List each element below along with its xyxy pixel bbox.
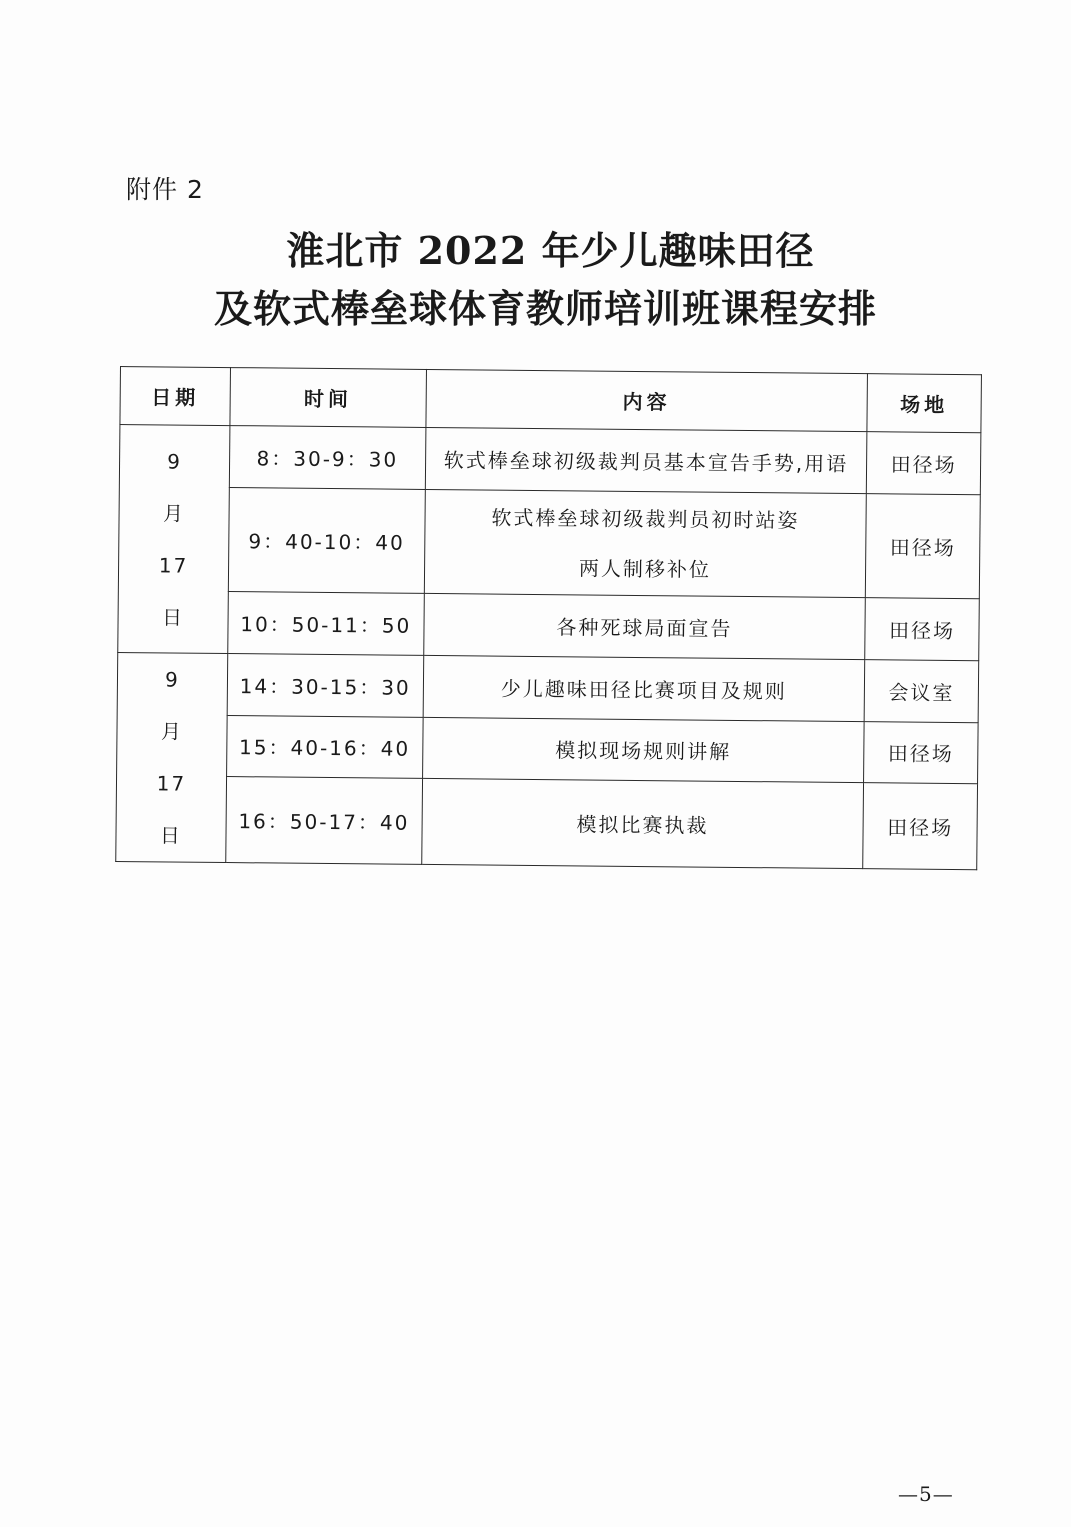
page-number: —5— <box>898 1482 954 1506</box>
date-part: 17 <box>158 552 189 578</box>
time-cell: 14：30-15：30 <box>227 654 423 718</box>
date-part: 日 <box>159 823 183 848</box>
schedule-table <box>115 366 982 870</box>
table-row <box>117 652 979 723</box>
venue-cell: 田径场 <box>865 598 979 661</box>
content-cell: 软式棒垒球初级裁判员基本宣告手势,用语 <box>425 427 867 493</box>
table-header-row <box>120 367 982 433</box>
attachment-label: 附件 2 <box>126 175 204 204</box>
content-cell: 模拟比赛执裁 <box>421 778 863 869</box>
time-cell: 15：40-16：40 <box>226 716 422 778</box>
time-cell: 8：30-9：30 <box>229 426 425 490</box>
venue-cell: 田径场 <box>866 432 980 495</box>
date-part: 日 <box>161 604 185 630</box>
date-part: 17 <box>156 771 187 796</box>
time-cell: 10：50-11：50 <box>228 592 424 656</box>
venue-cell: 田径场 <box>863 782 978 870</box>
venue-cell: 田径场 <box>865 494 980 599</box>
time-cell: 16：50-17：40 <box>226 776 423 864</box>
content-cell: 模拟现场规则讲解 <box>422 718 864 783</box>
table-row <box>118 486 980 598</box>
header-venue: 场地 <box>867 374 981 433</box>
date-part: 月 <box>162 500 186 526</box>
title-line-2: 及软式棒垒球体育教师培训班课程安排 <box>213 286 877 331</box>
header-content: 内容 <box>426 369 868 431</box>
content-cell: 各种死球局面宣告 <box>423 593 865 659</box>
table-row <box>116 775 978 870</box>
header-time: 时间 <box>230 368 426 428</box>
header-date: 日期 <box>120 367 230 426</box>
time-cell: 9：40-10：40 <box>228 488 425 594</box>
date-cell-afternoon <box>116 652 228 862</box>
content-line: 两人制移补位 <box>578 555 712 582</box>
content-line: 软式棒垒球初级裁判员初时站姿 <box>491 505 800 533</box>
date-part: 月 <box>160 719 184 744</box>
table-row <box>118 590 980 660</box>
table-row <box>117 715 979 784</box>
content-cell <box>424 489 866 597</box>
venue-cell: 田径场 <box>864 722 978 783</box>
content-cell: 少儿趣味田径比赛项目及规则 <box>423 655 865 722</box>
title-line-1: 淮北市 2022 年少儿趣味田径 <box>286 228 815 273</box>
date-part: 9 <box>167 448 183 474</box>
table-row <box>119 425 981 495</box>
date-cell-morning <box>118 425 230 654</box>
venue-cell: 会议室 <box>864 660 978 723</box>
date-part: 9 <box>164 667 180 692</box>
